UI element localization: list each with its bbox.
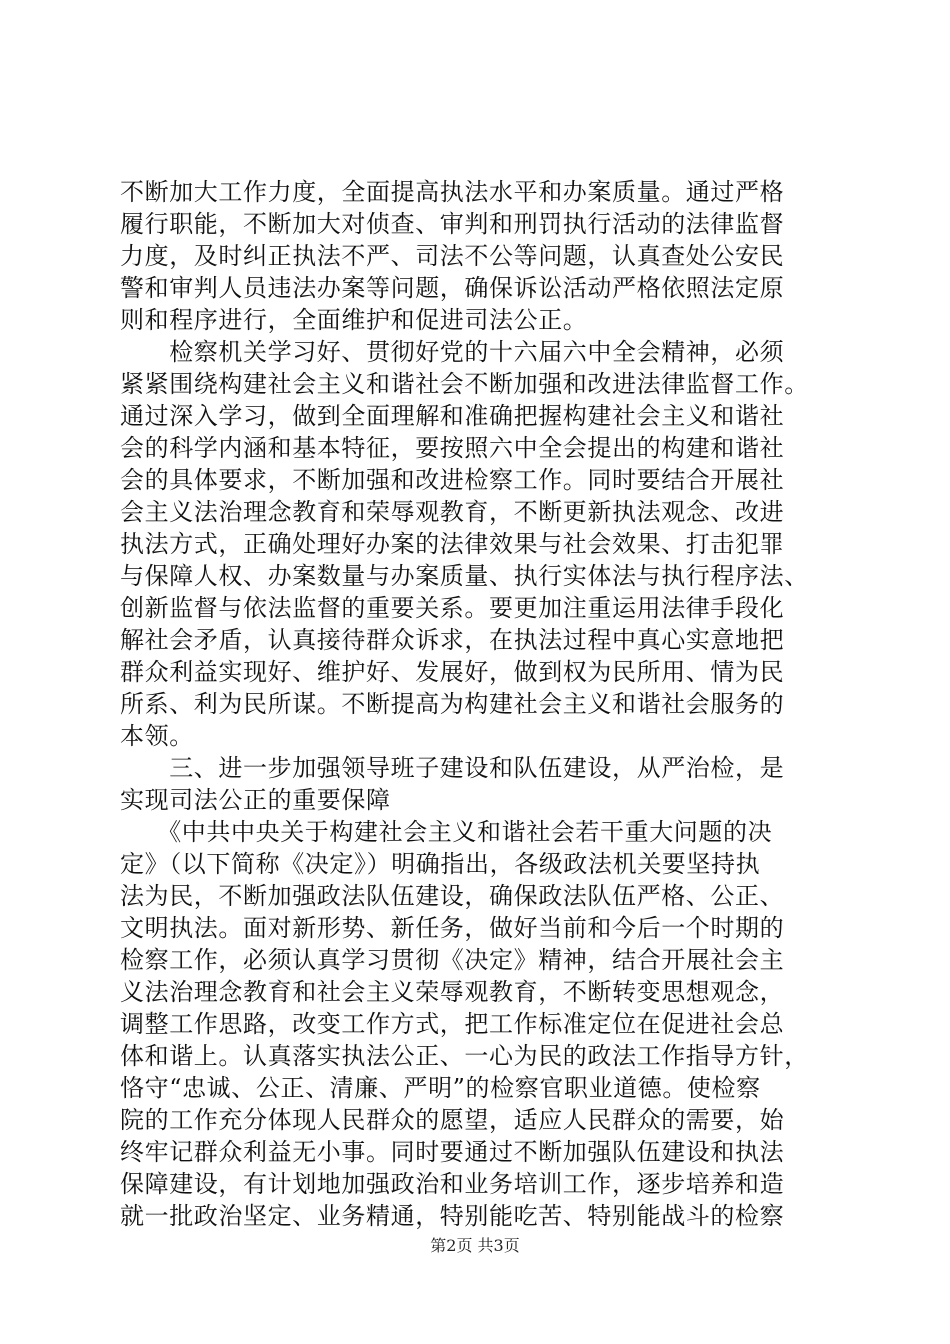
text-line: 定》（以下简称《决定》）明确指出，各级政法机关要坚持执: [120, 850, 761, 878]
text-line: 不断加大工作力度，全面提高执法水平和办案质量。通过严格: [120, 178, 785, 206]
text-line: 三、进一步加强领导班子建设和队伍建设，从严治检，是: [120, 754, 785, 782]
text-line: 体和谐上。认真落实执法公正、一心为民的政法工作指导方针，: [120, 1042, 809, 1070]
text-line: 警和审判人员违法办案等问题，确保诉讼活动严格依照法定原: [120, 274, 785, 302]
text-line: 文明执法。面对新形势、新任务，做好当前和今后一个时期的: [120, 914, 785, 942]
text-line: 检察机关学习好、贯彻好党的十六届六中全会精神，必须: [120, 338, 785, 366]
text-line: 履行职能，不断加大对侦查、审判和刑罚执行活动的法律监督: [120, 210, 785, 238]
text-line: 院的工作充分体现人民群众的愿望，适应人民群众的需要，始: [120, 1106, 785, 1134]
text-line: 通过深入学习，做到全面理解和准确把握构建社会主义和谐社: [120, 402, 785, 430]
text-line: 终牢记群众利益无小事。同时要通过不断加强队伍建设和执法: [120, 1138, 785, 1166]
text-line: 则和程序进行，全面维护和促进司法公正。: [120, 306, 588, 334]
text-line: 解社会矛盾，认真接待群众诉求，在执法过程中真心实意地把: [120, 626, 785, 654]
text-line: 执法方式，正确处理好办案的法律效果与社会效果、打击犯罪: [120, 530, 785, 558]
text-line: 本领。: [120, 722, 194, 750]
text-line: 恪守“忠诚、公正、清廉、严明”的检察官职业道德。使检察: [120, 1074, 761, 1102]
text-line: 与保障人权、办案数量与办案质量、执行实体法与执行程序法、: [120, 562, 809, 590]
text-line: 会的科学内涵和基本特征，要按照六中全会提出的构建和谐社: [120, 434, 785, 462]
text-line: 义法治理念教育和社会主义荣辱观教育，不断转变思想观念，: [120, 978, 785, 1006]
text-line: 群众利益实现好、维护好、发展好，做到权为民所用、情为民: [120, 658, 785, 686]
text-line: 《中共中央关于构建社会主义和谐社会若干重大问题的决: [120, 818, 773, 846]
document-body: [120, 176, 834, 1232]
text-line: 创新监督与依法监督的重要关系。要更加注重运用法律手段化: [120, 594, 785, 622]
text-line: 法为民，不断加强政法队伍建设，确保政法队伍严格、公正、: [120, 882, 785, 910]
text-line: 所系、利为民所谋。不断提高为构建社会主义和谐社会服务的: [120, 690, 785, 718]
text-line: 检察工作，必须认真学习贯彻《决定》精神，结合开展社会主: [120, 946, 785, 974]
text-line: 实现司法公正的重要保障: [120, 786, 391, 814]
text-line: 会的具体要求，不断加强和改进检察工作。同时要结合开展社: [120, 466, 785, 494]
page-footer: 第2页 共3页: [430, 1236, 520, 1255]
text-line: 会主义法治理念教育和荣辱观教育，不断更新执法观念、改进: [120, 498, 785, 526]
text-line: 力度，及时纠正执法不严、司法不公等问题，认真查处公安民: [120, 242, 785, 270]
text-line: 紧紧围绕构建社会主义和谐社会不断加强和改进法律监督工作。: [120, 370, 809, 398]
text-line: 调整工作思路，改变工作方式，把工作标准定位在促进社会总: [120, 1010, 785, 1038]
text-line: 就一批政治坚定、业务精通，特别能吃苦、特别能战斗的检察: [120, 1202, 785, 1230]
text-line: 保障建设，有计划地加强政治和业务培训工作，逐步培养和造: [120, 1170, 785, 1198]
